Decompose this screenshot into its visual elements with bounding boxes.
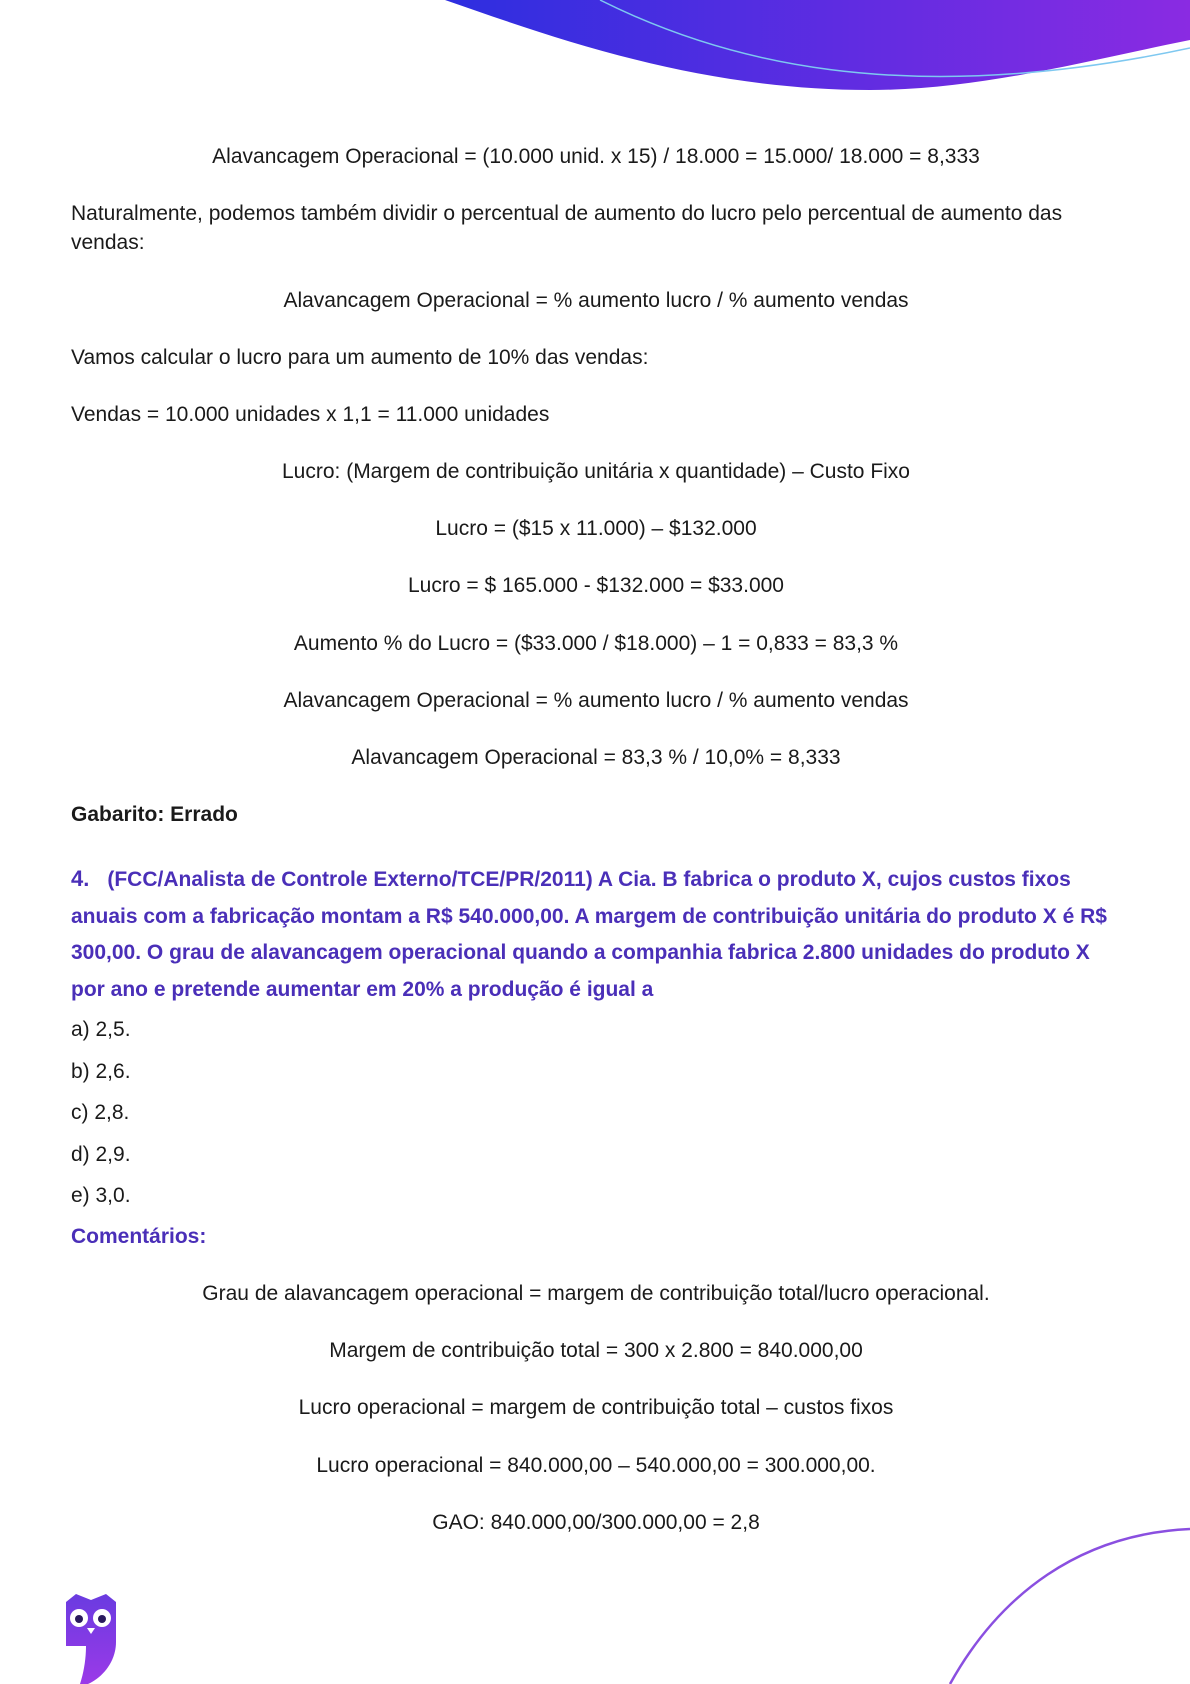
option-d: d) 2,9. bbox=[71, 1143, 131, 1166]
formula-line: Alavancagem Operacional = (10.000 unid. x 15) / 18.000 = 15.000/ 18.000 = 8,333 bbox=[212, 145, 980, 168]
comments-heading: Comentários: bbox=[71, 1225, 207, 1248]
formula-line: Lucro = ($15 x 11.000) – $132.000 bbox=[435, 517, 757, 540]
option-b: b) 2,6. bbox=[71, 1060, 131, 1083]
formula-line: Alavancagem Operacional = % aumento lucro / % aumento vendas bbox=[283, 289, 909, 312]
option-e: e) 3,0. bbox=[71, 1184, 131, 1207]
question-number: 4. bbox=[71, 866, 90, 891]
paragraph: Vamos calcular o lucro para um aumento de 10% das vendas: bbox=[71, 346, 649, 369]
formula-line: GAO: 840.000,00/300.000,00 = 2,8 bbox=[432, 1511, 760, 1534]
formula-line: Alavancagem Operacional = % aumento lucro / % aumento vendas bbox=[283, 689, 909, 712]
paragraph: Vendas = 10.000 unidades x 1,1 = 11.000 unidades bbox=[71, 403, 550, 426]
formula-line: Grau de alavancagem operacional = margem de contribuição total/lucro operacional. bbox=[202, 1282, 990, 1305]
option-a: a) 2,5. bbox=[71, 1018, 131, 1041]
question-statement bbox=[71, 861, 1121, 1008]
formula-line: Margem de contribuição total = 300 x 2.800 = 840.000,00 bbox=[329, 1339, 863, 1362]
formula-line: Lucro: (Margem de contribuição unitária x quantidade) – Custo Fixo bbox=[282, 460, 910, 483]
formula-line: Lucro operacional = margem de contribuição total – custos fixos bbox=[298, 1396, 894, 1419]
formula-line: Alavancagem Operacional = 83,3 % / 10,0% = 8,333 bbox=[351, 746, 841, 769]
header-wave-decoration bbox=[0, 0, 1190, 110]
answer-key: Gabarito: Errado bbox=[71, 803, 238, 826]
question-text: (FCC/Analista de Controle Externo/TCE/PR/2011) A Cia. B fabrica o produto X, cujos custos fixos anuais com a fabricação montam a R$ 540.000,00. A margem de contribuição unitária do produto X é R$ 300,00. O grau de alavancagem operacional quando a companhia fabrica 2.800 unidades do produto X por ano e pretende aumentar em 20% a produção é igual a bbox=[71, 868, 1107, 1001]
formula-line: Aumento % do Lucro = ($33.000 / $18.000) – 1 = 0,833 = 83,3 % bbox=[293, 632, 899, 655]
formula-line: Lucro = $ 165.000 - $132.000 = $33.000 bbox=[408, 574, 784, 597]
option-c: c) 2,8. bbox=[71, 1101, 130, 1124]
paragraph: Naturalmente, podemos também dividir o percentual de aumento do lucro pelo percentual de aumento das vendas: bbox=[71, 202, 1063, 254]
owl-logo-icon bbox=[62, 1592, 120, 1684]
formula-line: Lucro operacional = 840.000,00 – 540.000,00 = 300.000,00. bbox=[316, 1454, 876, 1477]
